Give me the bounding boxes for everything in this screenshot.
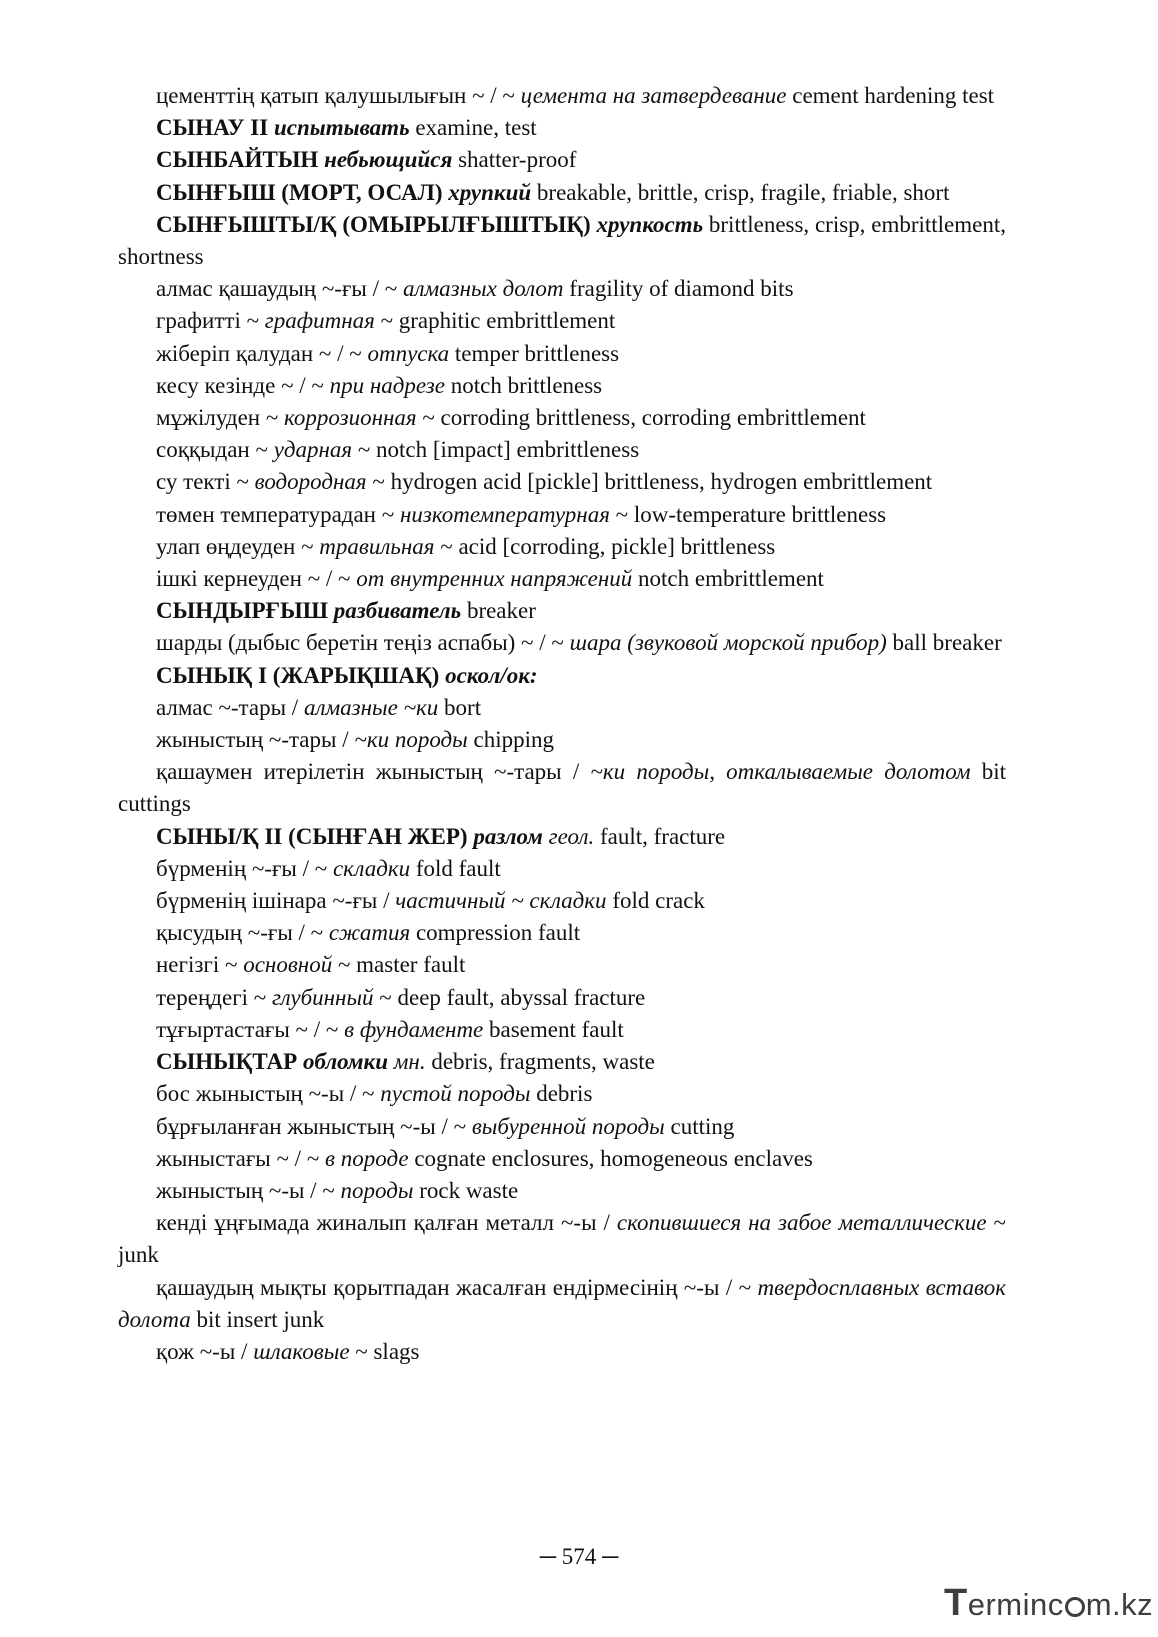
dictionary-entry [118,434,1006,466]
dictionary-entry [118,112,1006,144]
dictionary-entry [118,660,1006,692]
entry-text: бос жыныстың ~-ы / ~ [156,1081,381,1107]
entry-text: chipping [467,727,554,753]
dictionary-entry [118,144,1006,176]
russian-term: основной [243,952,333,978]
entry-text: қысудың ~-ғы / ~ [156,920,329,946]
headword: СЫНЫҚТАР [156,1049,303,1075]
russian-term: шара (звуковой морской прибор) [569,630,887,656]
russian-term: глубинный [271,984,374,1010]
russian-term: твердосплавных вставок долота [118,1274,1006,1332]
entry-text: examine, test [409,115,537,141]
entry-text: ~ notch [impact] embrittleness [352,437,640,463]
entry-text: жыныстың ~-тары / [156,727,355,753]
entry-text: ~ hydrogen acid [pickle] brittleness, hydrogen embrittlement [366,469,933,495]
headword: СЫНБАЙТЫН [156,147,325,173]
entry-text: ~ junk [118,1210,1006,1268]
entry-text: су текті ~ [156,469,255,495]
entry-text: шарды (дыбыс беретін теңіз аспабы) ~ / ~ [156,630,570,656]
entry-text: ішкі кернеуден ~ / ~ [156,566,357,592]
russian-term: в породе [325,1145,409,1171]
russian-term: алмазных долот [402,276,564,302]
russian-term: испытывать [273,115,410,141]
russian-term: ударная [273,437,353,463]
entry-text: fold fault [410,855,501,881]
entry-text: bort [438,694,482,720]
russian-term: пустой породы [380,1081,531,1107]
entry-text: қашаудың мықты қорытпадан жасалған ендірмесінің ~-ы / ~ [156,1274,758,1300]
dictionary-entry [118,982,1006,1014]
entry-text: bit cuttings [118,759,1006,817]
dictionary-entry [118,338,1006,370]
dictionary-entry [118,499,1006,531]
russian-term: выбуренной породы [471,1113,665,1139]
dictionary-entry [118,821,1006,853]
entry-text: notch brittleness [445,372,603,398]
entry-text: төмен температурадан ~ [156,501,400,527]
entry-text: cement hardening test [786,83,995,108]
russian-term: разлом [473,823,543,849]
dictionary-entry [118,917,1006,949]
dictionary-entry [118,1111,1006,1143]
entry-text: жыныстың ~-ы / ~ [156,1177,341,1203]
russian-term: обломки [302,1049,388,1075]
russian-term: ~ки породы [354,727,468,753]
entry-text: ~ graphitic embrittlement [374,308,616,334]
dictionary-entry [118,563,1006,595]
entry-text: бүрменің ішінара ~-ғы / [156,888,396,914]
entry-text: bit insert junk [190,1306,325,1332]
headword: СЫНАУ II [156,115,274,141]
russian-term: отпуска [367,340,450,366]
russian-term: хрупкость [596,211,704,237]
entry-text: breaker [461,598,536,624]
dictionary-entry [118,1078,1006,1110]
entry-text: цементтің қатып қалушылығын ~ / ~ [156,83,521,108]
russian-term: цемента на затвердевание [520,83,787,108]
headword: СЫНЫ/Қ II (СЫНҒАН ЖЕР) [156,823,474,849]
russian-term: разбиватель [333,598,462,624]
russian-term: алмазные ~ки [303,694,439,720]
entry-text: кесу кезінде ~ / ~ [156,372,330,398]
headword: СЫНДЫРҒЫШ [156,598,334,624]
entry-text: ~ acid [corroding, pickle] brittleness [434,533,776,559]
dictionary-entry [118,531,1006,563]
russian-term: оскол/ок: [445,662,538,688]
russian-term: мн. [393,1049,426,1075]
russian-term: при надрезе [329,372,445,398]
entry-text: тереңдегі ~ [156,984,272,1010]
headword: СЫНЫҚ I (ЖАРЫҚШАҚ) [156,662,446,688]
entry-text: compression fault [410,920,581,946]
entry-text: notch embrittlement [632,566,824,592]
russian-term: шлаковые [253,1338,350,1364]
entry-text: rock waste [413,1177,519,1203]
page-number: ─ 574 ─ [539,1544,619,1569]
russian-term: породы [340,1177,414,1203]
entry-text: ~ low-temperature brittleness [609,501,887,527]
entry-text: қож ~-ы / [156,1338,254,1364]
entry-text: алмас қашаудың ~-ғы / ~ [156,276,403,302]
russian-term: хрупкий [448,179,532,205]
dictionary-entry [118,885,1006,917]
entry-text: негізгі ~ [156,952,244,978]
dictionary-entry [118,1207,1006,1271]
russian-term: низкотемпературная [399,501,610,527]
dictionary-page [118,80,1006,1368]
dictionary-entry [118,402,1006,434]
dictionary-entry [118,1046,1006,1078]
dictionary-entry [118,1336,1006,1368]
dictionary-entry [118,209,1006,273]
dictionary-entry [118,756,1006,820]
entry-text: графитті ~ [156,308,265,334]
dictionary-entry [118,1175,1006,1207]
dictionary-entry [118,1143,1006,1175]
entry-text: мұжілуден ~ [156,405,285,431]
headword: СЫНҒЫШТЫ/Қ (ОМЫРЫЛҒЫШТЫҚ) [156,211,597,237]
russian-term: графитная [264,308,375,334]
termincom-logo: Terminc m.kz [944,1582,1154,1624]
russian-term: частичный ~ складки [395,888,607,914]
entry-text: cognate enclosures, homogeneous enclaves [408,1145,813,1171]
russian-term: от внутренних напряжений [356,566,633,592]
dictionary-entry [118,466,1006,498]
entry-text: fault, fracture [594,823,726,849]
entry-text: fragility of diamond bits [563,276,794,302]
russian-term: геол. [548,823,595,849]
dictionary-entry [118,305,1006,337]
dictionary-entry [118,80,1006,112]
entry-text: brittleness, crisp, embrittlement, shortness [118,211,1006,270]
entry-text: debris [530,1081,593,1107]
russian-term: водородная [254,469,367,495]
entry-text: соққыдан ~ [156,437,274,463]
entry-text: ~ slags [349,1338,420,1364]
dictionary-entry [118,177,1006,209]
entry-text: temper brittleness [449,340,620,366]
entry-text: қашаумен итерілетін жыныстың ~-тары / [156,759,591,785]
dictionary-entry [118,627,1006,659]
entry-text: бүрменің ~-ғы / ~ [156,855,333,881]
entry-text: debris, fragments, waste [425,1049,655,1075]
russian-term: ~ки породы, откалываемые долотом [590,759,971,785]
entry-text: жіберіп қалудан ~ / ~ [156,340,368,366]
dictionary-entry [118,692,1006,724]
entry-text: ~ master fault [332,952,466,978]
entry-text: тұғыртастағы ~ / ~ [156,1016,345,1042]
entry-text: ~ deep fault, abyssal fracture [373,984,646,1010]
entry-text: кенді ұңғымада жиналып қалған металл ~-ы / [156,1210,617,1236]
entry-text: ~ corroding brittleness, corroding embrittlement [416,405,866,431]
russian-term: сжатия [328,920,411,946]
entry-text: shatter-proof [452,147,577,173]
russian-term: в фундаменте [344,1016,484,1042]
dictionary-entry [118,595,1006,627]
entry-text: бұрғыланған жыныстың ~-ы / ~ [156,1113,472,1139]
russian-term: травильная [319,533,435,559]
russian-term: скопившиеся на забое металлические [616,1210,987,1236]
entry-text: ball breaker [886,630,1002,656]
russian-term: небьющийся [324,147,453,173]
entry-text: жыныстағы ~ / ~ [156,1145,326,1171]
dictionary-entry [118,724,1006,756]
entry-text: breakable, brittle, crisp, fragile, friable, short [531,179,950,205]
dictionary-entry [118,370,1006,402]
entry-text: улап өңдеуден ~ [156,533,320,559]
entry-text: fold crack [606,888,705,914]
dictionary-entry [118,949,1006,981]
russian-term: складки [332,855,411,881]
headword: СЫНҒЫШ (МОРТ, ОСАЛ) [156,179,449,205]
dictionary-entry [118,1272,1006,1336]
entry-text: cutting [664,1113,735,1139]
dictionary-entry [118,273,1006,305]
russian-term: коррозионная [284,405,417,431]
dictionary-entry [118,1014,1006,1046]
entry-text: алмас ~-тары / [156,694,304,720]
dictionary-entry [118,853,1006,885]
entry-text: basement fault [483,1016,624,1042]
